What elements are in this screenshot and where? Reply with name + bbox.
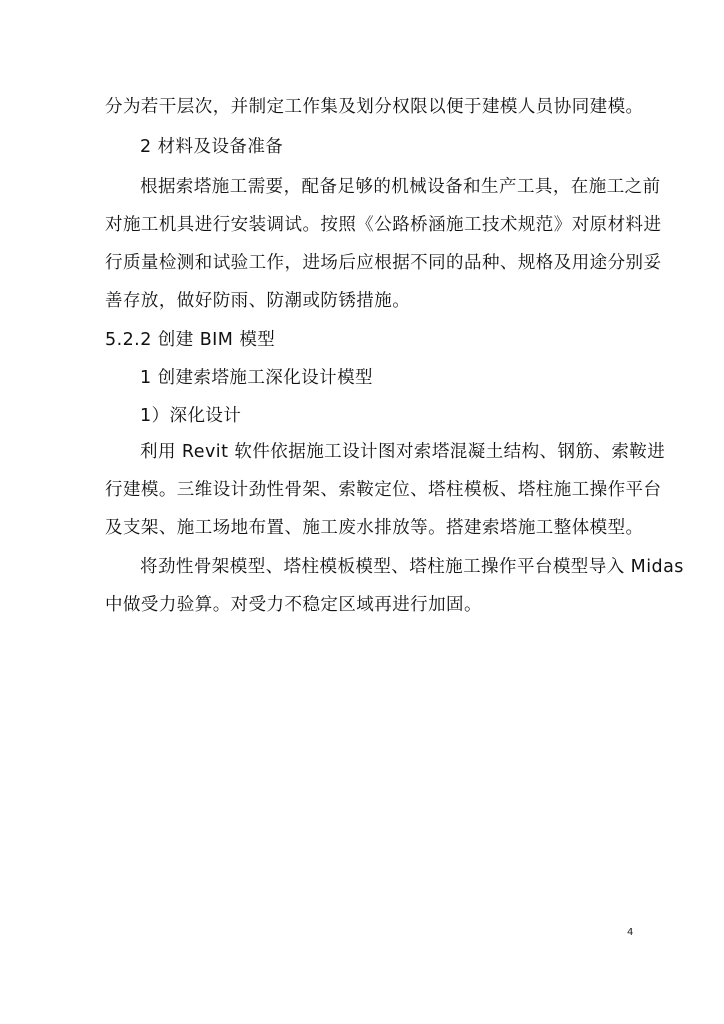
paragraph-line-1: 分为若干层次，并制定工作集及划分权限以便于建模人员协同建模。 [105,97,644,117]
subsection-heading-model: 1 创建索塔施工深化设计模型 [140,368,373,388]
section-heading-materials: 2 材料及设备准备 [140,137,284,157]
paragraph-line-12: 及支架、施工场地布置、施工废水排放等。搭建索塔施工整体模型。 [105,518,644,538]
section-heading-bim: 5.2.2 创建 BIM 模型 [105,330,276,350]
page-number: 4 [627,927,634,938]
paragraph-line-13: 将劲性骨架模型、塔柱模板模型、塔柱施工操作平台模型导入 Midas [140,557,684,577]
paragraph-line-11: 行建模。三维设计劲性骨架、索鞍定位、塔柱模板、塔柱施工操作平台 [105,480,662,500]
paragraph-line-14: 中做受力验算。对受力不稳定区域再进行加固。 [105,595,482,615]
subsection-heading-design: 1）深化设计 [140,406,242,426]
paragraph-line-10: 利用 Revit 软件依据施工设计图对索塔混凝土结构、钢筋、索鞍进 [140,442,666,462]
paragraph-line-3: 根据索塔施工需要，配备足够的机械设备和生产工具，在施工之前 [140,177,661,197]
paragraph-line-6: 善存放，做好防雨、防潮或防锈措施。 [105,291,411,311]
paragraph-line-4: 对施工机具进行安装调试。按照《公路桥涵施工技术规范》对原材料进 [105,215,662,235]
paragraph-line-5: 行质量检测和试验工作，进场后应根据不同的品种、规格及用途分别妥 [105,253,662,273]
